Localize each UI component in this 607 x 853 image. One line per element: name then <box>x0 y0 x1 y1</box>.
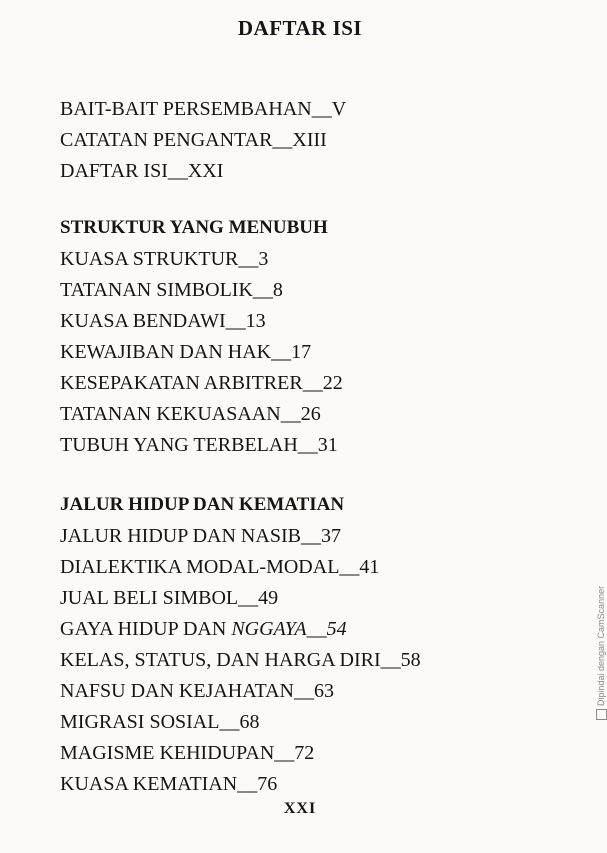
table-of-contents <box>60 94 530 800</box>
toc-entry <box>60 156 530 187</box>
toc-entry-page: 26 <box>300 403 321 425</box>
toc-entry <box>60 614 530 645</box>
toc-entry-separator: __ <box>237 773 258 795</box>
toc-entry <box>60 676 530 707</box>
toc-entry <box>60 337 530 368</box>
toc-entry-page: XIII <box>292 129 327 151</box>
toc-entry-label: DIALEKTIKA MODAL-MODAL <box>60 556 340 578</box>
toc-entry-label: KUASA STRUKTUR <box>60 248 239 270</box>
toc-entry-page: 49 <box>258 587 279 609</box>
toc-entry <box>60 399 530 430</box>
toc-entry-page: 54 <box>326 618 347 640</box>
toc-entry-page: 17 <box>291 341 312 363</box>
toc-entry <box>60 125 530 156</box>
page-number: XXI <box>283 800 317 817</box>
toc-entry-label: DAFTAR ISI <box>60 160 168 182</box>
toc-entry-label: KEWAJIBAN DAN HAK <box>60 341 272 363</box>
toc-entry <box>60 645 530 676</box>
section-heading: JALUR HIDUP DAN KEMATIAN <box>60 494 345 515</box>
toc-entry-page: 72 <box>294 742 315 764</box>
toc-entry-page: 31 <box>317 434 338 456</box>
toc-entry-separator: __ <box>272 129 293 151</box>
watermark-text: Dipindai dengan CamScanner <box>596 585 606 706</box>
toc-entry-label: TUBUH YANG TERBELAH <box>60 434 298 456</box>
toc-entry-label: MAGISME KEHIDUPAN <box>60 742 275 764</box>
page-title: DAFTAR ISI <box>237 16 363 40</box>
toc-entry-separator: __ <box>238 248 259 270</box>
toc-entry <box>60 738 530 769</box>
toc-entry-page: 63 <box>313 680 334 702</box>
toc-entry <box>60 521 530 552</box>
section-heading: STRUKTUR YANG MENUBUH <box>60 217 328 238</box>
toc-entry-separator: __ <box>293 680 314 702</box>
toc-entry-label: KESEPAKATAN ARBITRER <box>60 372 303 394</box>
toc-entry-label: TATANAN SIMBOLIK <box>60 279 253 301</box>
toc-entry-label: NAFSU DAN KEJAHATAN <box>60 680 294 702</box>
toc-entry-separator: __ <box>339 556 360 578</box>
toc-entry-separator: __ <box>167 160 188 182</box>
toc-entry-label: MIGRASI SOSIAL <box>60 711 220 733</box>
toc-entry <box>60 707 530 738</box>
toc-entry <box>60 368 530 399</box>
section-struktur <box>60 212 530 461</box>
toc-entry <box>60 552 530 583</box>
toc-entry-separator: __ <box>238 587 259 609</box>
toc-entry <box>60 769 530 800</box>
scanner-logo-icon <box>596 709 607 720</box>
toc-entry-page: 13 <box>245 310 266 332</box>
toc-entry-label: BAIT-BAIT PERSEMBAHAN <box>60 98 312 120</box>
toc-entry-page: 58 <box>400 649 421 671</box>
toc-entry-page: 8 <box>272 279 283 301</box>
toc-entry-page: 41 <box>359 556 380 578</box>
spacer <box>60 187 530 212</box>
toc-entry-separator: __ <box>252 279 273 301</box>
toc-entry-page: 68 <box>239 711 260 733</box>
toc-entry-separator: __ <box>311 98 332 120</box>
toc-entry-separator: __ <box>380 649 401 671</box>
toc-entry-label: JALUR HIDUP DAN NASIB <box>60 525 301 547</box>
toc-entry-label: KELAS, STATUS, DAN HARGA DIRI <box>60 649 381 671</box>
toc-entry-label: GAYA HIDUP DAN <box>60 618 232 640</box>
scanner-watermark <box>596 586 607 720</box>
toc-entry-label: CATATAN PENGANTAR <box>60 129 273 151</box>
toc-entry-page: V <box>331 98 347 120</box>
toc-entry-separator: __ <box>297 434 318 456</box>
toc-entry-separator: __ <box>280 403 301 425</box>
toc-entry <box>60 94 530 125</box>
toc-entry-separator: __ <box>225 310 246 332</box>
toc-entry <box>60 430 530 461</box>
section-jalur-hidup <box>60 489 530 800</box>
toc-entry-page: 3 <box>258 248 269 270</box>
toc-entry-label-italic: NGGAYA <box>231 618 307 640</box>
toc-entry <box>60 583 530 614</box>
toc-entry-separator: __ <box>219 711 240 733</box>
toc-entry-separator: __ <box>302 372 323 394</box>
toc-entry-separator: __ <box>306 618 327 640</box>
toc-entry-label: KUASA KEMATIAN <box>60 773 238 795</box>
spacer <box>60 461 530 489</box>
toc-entry-separator: __ <box>274 742 295 764</box>
toc-entry-page: 37 <box>320 525 341 547</box>
toc-entry-page: 76 <box>257 773 278 795</box>
toc-entry-separator: __ <box>300 525 321 547</box>
toc-entry-label: TATANAN KEKUASAAN <box>60 403 281 425</box>
toc-entry-label: JUAL BELI SIMBOL <box>60 587 239 609</box>
toc-entry <box>60 275 530 306</box>
toc-entry <box>60 244 530 275</box>
toc-entry-page: 22 <box>322 372 343 394</box>
toc-entry <box>60 306 530 337</box>
toc-entry-page: XXI <box>187 160 224 182</box>
toc-entry-label: KUASA BENDAWI <box>60 310 226 332</box>
toc-entry-separator: __ <box>271 341 292 363</box>
front-matter-list <box>60 94 530 187</box>
